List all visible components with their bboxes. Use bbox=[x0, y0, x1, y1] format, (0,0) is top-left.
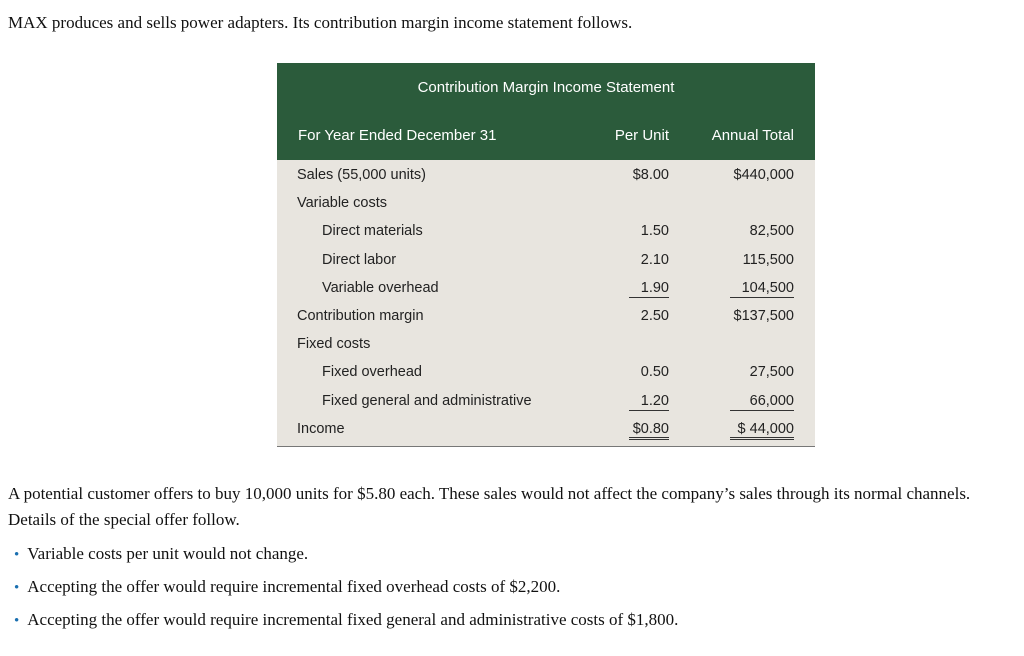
list-item: • Accepting the offer would require incremental fixed general and administrative costs of $1,800. bbox=[14, 606, 678, 639]
per-unit-value: 2.10 bbox=[640, 251, 669, 268]
row-label: Variable overhead bbox=[322, 279, 439, 296]
intro-text: MAX produces and sells power adapters. Its contribution margin income statement follows. bbox=[8, 13, 633, 32]
table-header bbox=[277, 63, 815, 160]
table-row bbox=[277, 217, 815, 245]
list-item: • Accepting the offer would require incremental fixed overhead costs of $2,200. bbox=[14, 573, 678, 606]
table-row bbox=[277, 415, 815, 443]
row-label: Sales (55,000 units) bbox=[297, 167, 426, 183]
table-row bbox=[277, 387, 815, 415]
offer-text: A potential customer offers to buy 10,000 units for $5.80 each. These sales would not affect the company’s sales through its normal channels. Details of the special offer follow. bbox=[8, 484, 971, 529]
col-header-period: For Year Ended December 31 bbox=[298, 127, 497, 144]
annual-total-value: $ 44,000 bbox=[730, 421, 794, 440]
row-label: Fixed general and administrative bbox=[322, 392, 532, 409]
table-row bbox=[277, 161, 815, 189]
row-label: Fixed costs bbox=[297, 336, 371, 353]
annual-total-value: 27,500 bbox=[749, 364, 794, 381]
per-unit-value: 1.50 bbox=[640, 223, 669, 240]
row-label: Variable costs bbox=[297, 195, 387, 212]
list-item: • Variable costs per unit would not change. bbox=[14, 540, 678, 573]
annual-total-value: 66,000 bbox=[730, 393, 794, 411]
table-title: Contribution Margin Income Statement bbox=[417, 79, 675, 96]
col-header-per-unit: Per Unit bbox=[614, 127, 669, 144]
annual-total-value: 104,500 bbox=[730, 280, 794, 298]
row-label: Direct labor bbox=[322, 251, 397, 268]
per-unit-value: 2.50 bbox=[640, 307, 669, 324]
row-label: Direct materials bbox=[322, 223, 423, 240]
table-row bbox=[277, 330, 815, 358]
col-header-annual-total: Annual Total bbox=[711, 127, 794, 144]
per-unit-value: $0.80 bbox=[629, 421, 669, 440]
row-label: Contribution margin bbox=[297, 307, 424, 324]
row-label: Fixed overhead bbox=[322, 364, 422, 381]
table-row bbox=[277, 358, 815, 386]
annual-total-value: 115,500 bbox=[742, 251, 794, 268]
per-unit-value: 0.50 bbox=[640, 364, 669, 381]
offer-details-list bbox=[14, 540, 678, 639]
per-unit-value: 1.20 bbox=[629, 393, 669, 411]
table-row bbox=[277, 274, 815, 302]
table-row bbox=[277, 246, 815, 274]
annual-total-value: 82,500 bbox=[749, 223, 794, 240]
per-unit-value: 1.90 bbox=[629, 280, 669, 298]
income-statement-table bbox=[277, 63, 815, 447]
table-row bbox=[277, 189, 815, 217]
annual-total-value: $137,500 bbox=[733, 307, 794, 324]
table-row bbox=[277, 302, 815, 330]
row-label: Income bbox=[297, 420, 345, 437]
per-unit-value: $8.00 bbox=[632, 167, 669, 183]
annual-total-value: $440,000 bbox=[733, 167, 794, 183]
table-body bbox=[277, 160, 815, 447]
